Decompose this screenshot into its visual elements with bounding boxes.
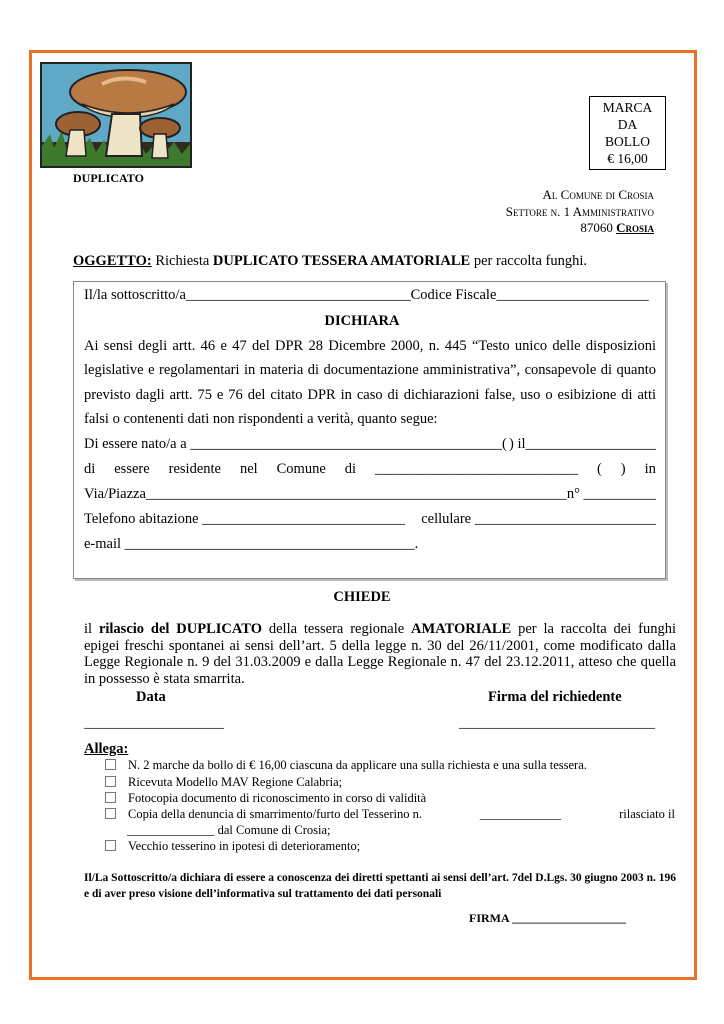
- birth-date-field[interactable]: ) il__________________: [508, 436, 656, 452]
- signature-field[interactable]: ____________________________: [459, 716, 655, 731]
- subject-text: per raccolta funghi.: [470, 253, 587, 269]
- residence-word: di: [84, 461, 96, 477]
- mushroom-illustration-icon: [40, 62, 192, 168]
- marca-line: BOLLO: [605, 134, 650, 149]
- request-paragraph: [84, 621, 676, 687]
- address-field[interactable]: [84, 486, 656, 503]
- checkbox-icon[interactable]: [105, 840, 116, 851]
- attachment-item: [105, 839, 360, 854]
- residence-word: essere: [114, 461, 150, 477]
- attachment-item: [105, 807, 675, 822]
- name-fiscal-code-field[interactable]: Il/la sottoscritto/a_______________________________Codice Fiscale_____________________: [84, 287, 649, 303]
- signature-label: Firma del richiedente: [488, 689, 622, 705]
- residence-field[interactable]: [84, 461, 656, 478]
- request-text: il: [84, 621, 99, 637]
- postal-code: 87060: [580, 220, 617, 235]
- request-text: per la raccolta dei funghi epigei freschi spontanei ai sensi dell’art. 5 della legge n. 30 del 26/11/2001, come modificato dalla Legge Regionale n. 9 del 31.03.2009 e dalla Legge Regionale n. 47 del 23.12.2011, atteso che quella in possesso è stata smarrita.: [84, 621, 676, 687]
- checkbox-icon[interactable]: [105, 808, 116, 819]
- residence-word: ): [620, 461, 626, 477]
- attachment-text: Ricevuta Modello MAV Regione Calabria;: [128, 775, 343, 789]
- request-strong: rilascio del DUPLICATO: [98, 621, 262, 637]
- mobile-phone-field[interactable]: cellulare _________________________: [421, 511, 656, 527]
- attachment-text: rilasciato il: [619, 807, 675, 821]
- residence-word: (: [596, 461, 602, 477]
- attachment-item: [105, 791, 426, 806]
- attachment-item: [105, 775, 342, 790]
- subject-text: Richiesta: [151, 253, 213, 269]
- checkbox-icon[interactable]: [105, 776, 116, 787]
- marca-line: DA: [617, 117, 638, 132]
- privacy-statement: Il/La Sottoscritto/a dichiara di essere a conoscenza dei diretti spettanti ai sensi dell’art. 7del D.Lgs. 30 giugno 2003 n. 196 e di aver preso visione dell’informativa sul trattamento dei dati personali: [84, 872, 676, 900]
- residence-word: in: [644, 461, 656, 477]
- request-text: della tessera regionale: [261, 621, 412, 637]
- recipient-address-line: [580, 220, 654, 236]
- subject-strong: DUPLICATO TESSERA AMATORIALE: [212, 253, 471, 269]
- marca-line: MARCA: [602, 100, 653, 115]
- duplicato-label: DUPLICATO: [73, 171, 144, 185]
- street-number-field[interactable]: n° __________: [566, 486, 656, 502]
- attachments-heading: Allega:: [84, 741, 129, 757]
- final-signature-field[interactable]: FIRMA ___________________: [469, 911, 626, 925]
- subject-label: OGGETTO:: [73, 253, 152, 269]
- city-name: Crosia: [616, 220, 654, 235]
- subject-line: [73, 253, 587, 270]
- attachment-text: Vecchio tesserino in ipotesi di deterioramento;: [128, 839, 361, 853]
- tesserino-number-field[interactable]: _____________: [479, 807, 562, 821]
- street-field[interactable]: Via/Piazza__________________________________________________________: [84, 486, 567, 502]
- declaration-text-line: previsto dagli artt. 75 e 76 del citato DPR in caso di dichiarazioni false, uso o esibizione di atti: [84, 387, 656, 403]
- chiede-heading: CHIEDE: [333, 589, 391, 605]
- attachment-text: Fotocopia documento di riconoscimento in corso di validità: [128, 791, 427, 805]
- declaration-text-line: falsi o contenenti dati non rispondenti a verità, quanto segue:: [84, 411, 438, 427]
- recipient-address-line: Settore n. 1 Amministrativo: [505, 204, 654, 219]
- home-phone-field[interactable]: Telefono abitazione ____________________________: [84, 511, 406, 527]
- dichiara-heading: DICHIARA: [324, 313, 400, 329]
- declaration-text-line: legislative e regolamentari in materia di documentazione amministrativa”, consapevole di quanto: [84, 362, 656, 378]
- residence-word: nel: [239, 461, 258, 477]
- recipient-address-line: Al Comune di Crosia: [542, 187, 654, 202]
- birth-place-field[interactable]: Di essere nato/a a ___________________________________________(: [84, 436, 507, 452]
- residence-word: Comune: [276, 461, 326, 477]
- request-strong: AMATORIALE: [411, 621, 512, 637]
- attachment-item-continuation: ______________ dal Comune di Crosia;: [127, 823, 331, 837]
- birth-field[interactable]: [84, 436, 656, 453]
- marca-da-bollo-box: [589, 96, 666, 170]
- attachment-text: N. 2 marche da bollo di € 16,00 ciascuna da applicare una sulla richiesta e una sulla tessera.: [128, 758, 587, 772]
- declaration-text-line: Ai sensi degli artt. 46 e 47 del DPR 28 Dicembre 2000, n. 445 “Testo unico delle disposizioni: [84, 338, 656, 354]
- date-label: Data: [136, 689, 166, 705]
- attachment-text: Copia della denuncia di smarrimento/furto del Tesserino n.: [128, 807, 422, 821]
- phone-field[interactable]: [84, 511, 656, 528]
- residence-word: residente: [168, 461, 221, 477]
- checkbox-icon[interactable]: [105, 792, 116, 803]
- date-field[interactable]: ____________________: [84, 716, 224, 731]
- email-field[interactable]: e-mail ________________________________________.: [84, 536, 419, 552]
- checkbox-icon[interactable]: [105, 759, 116, 770]
- residence-comune-field[interactable]: ____________________________: [375, 461, 578, 477]
- marca-line: € 16,00: [607, 151, 648, 166]
- residence-word: di: [344, 461, 357, 477]
- attachment-item: [105, 758, 587, 773]
